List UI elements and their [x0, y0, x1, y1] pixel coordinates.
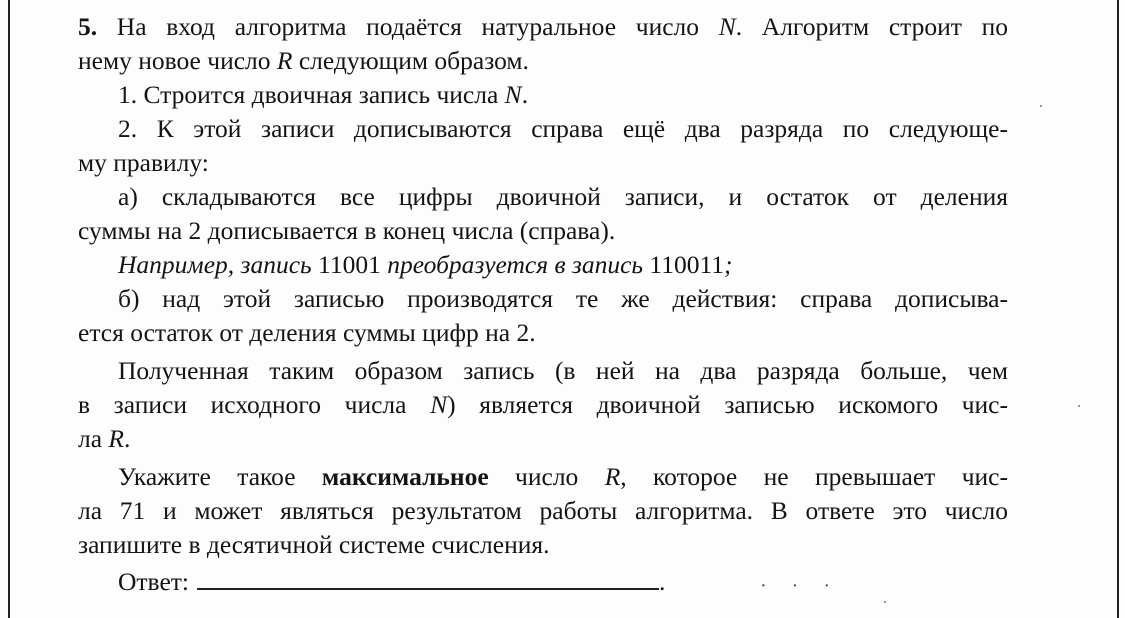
task-number: 5.: [78, 12, 98, 41]
question-line-1: Укажите такое максимальное число R, которое не превышает чис-: [118, 462, 1008, 491]
variable-r: R: [276, 46, 293, 75]
step-2-line-2: му правилу:: [78, 148, 209, 177]
result-line-3: ла R.: [78, 424, 131, 453]
right-border-line: [1117, 0, 1119, 618]
step-b-line-1: б) над этой записью производятся те же действия: справа дописыва-: [118, 284, 1008, 313]
scan-speck: [1078, 405, 1080, 407]
task-line-1: 5. На вход алгоритма подаётся натуральное число N. Алгоритм строит по: [78, 12, 1008, 41]
scan-speck: [884, 601, 886, 603]
answer-row: [118, 562, 665, 599]
answer-label: Ответ:: [118, 567, 189, 596]
result-line-2: в записи исходного числа N) является двоичной записью искомого чис-: [78, 390, 1008, 419]
example-line: Например, запись 11001 преобразуется в запись 110011;: [118, 250, 733, 279]
step-1: 1. Строится двоичная запись числа N.: [118, 80, 529, 109]
step-2-line-1: 2. К этой записи дописываются справа ещё два разряда по следующе-: [118, 114, 1008, 143]
step-a-line-2: суммы на 2 дописывается в конец числа (справа).: [78, 216, 616, 245]
scan-noise-dots: · · ·: [760, 575, 840, 597]
emphasis-maximum: максимальное: [321, 462, 489, 491]
answer-end-dot: .: [659, 567, 666, 596]
question-line-2: ла 71 и может являться результатом работы алгоритма. В ответе это число: [78, 496, 1008, 525]
step-a-line-1: а) складываются все цифры двоичной записи, и остаток от деления: [118, 182, 1008, 211]
result-line-1: Полученная таким образом запись (в ней на два разряда больше, чем: [118, 356, 1008, 385]
scan-speck: [1040, 105, 1042, 107]
task-text: [78, 10, 1008, 562]
variable-n: N: [718, 12, 736, 41]
left-border-line: [8, 0, 10, 618]
step-b-line-2: ется остаток от деления суммы цифр на 2.: [78, 318, 536, 347]
answer-blank-line[interactable]: [197, 562, 659, 590]
task-line-2: нему новое число R следующим образом.: [78, 46, 529, 75]
question-line-3: запишите в десятичной системе счисления.: [78, 530, 550, 559]
